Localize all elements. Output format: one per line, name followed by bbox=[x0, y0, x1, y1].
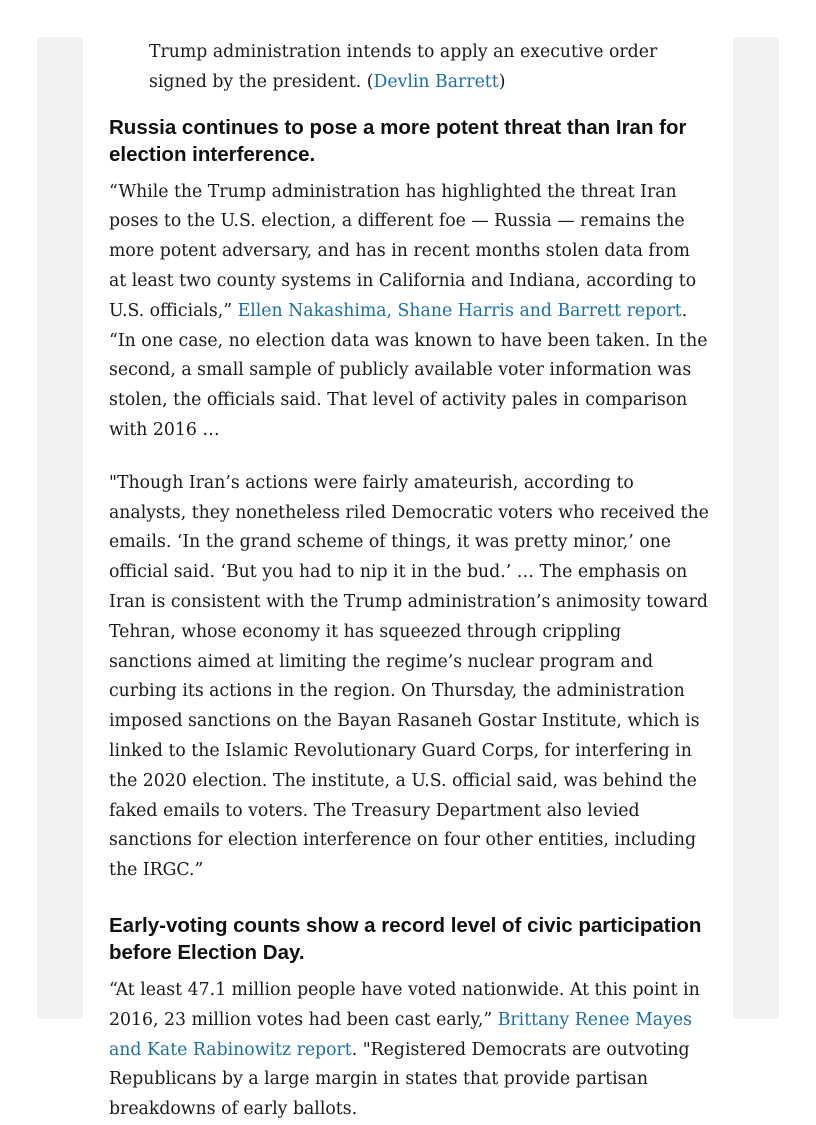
nakashima-harris-barrett-link[interactable]: Ellen Nakashima, Shane Harris and Barrett report bbox=[237, 300, 682, 321]
section-heading-russia: Russia continues to pose a more potent threat than Iran for election interference. bbox=[109, 115, 687, 166]
russia-paragraph-1 bbox=[109, 178, 709, 446]
russia-paragraph-1-text: “While the Trump administration has highlighted the threat Iran poses to the U.S. election, a different foe — Russia — remains the more potent adversary, and has in recent months stolen data from at least two county systems in California and Indiana, according to U.S. officials,” bbox=[109, 181, 697, 321]
russia-paragraph-2: "Though Iran’s actions were fairly amateurish, according to analysts, they nonetheless riled Democratic voters who received the emails. ‘In the grand scheme of things, it was pretty minor,’ one official said. ‘But you had to nip it in the bud.’ … The emphasis on Iran is consistent with the Trump administration’s animosity toward Tehran, whose economy it has squeezed through crippling sanctions aimed at limiting the regime’s nuclear program and curbing its actions in the region. On Thursday, the administration imposed sanctions on the Bayan Rasaneh Gostar Institute, which is linked to the Islamic Revolutionary Guard Corps, for interfering in the 2020 election. The institute, a U.S. official said, was behind the faked emails to voters. The Treasury Department also levied sanctions for election interference on four other entities, including the IRGC.” bbox=[109, 472, 709, 881]
early-voting-text: “At least 47.1 million people have voted nationwide. At this point in 2016, 23 million votes had been cast early,” bbox=[109, 979, 700, 1030]
right-gutter bbox=[733, 37, 779, 1019]
article-body bbox=[109, 38, 709, 1125]
early-voting-paragraph bbox=[109, 976, 709, 1125]
russia-paragraph-1-text-end: . “In one case, no election data was known to have been taken. In the second, a small sample of publicly available voter information was stolen, the officials said. That level of activity pales in comparison with 2016 … bbox=[109, 300, 708, 440]
intro-text-end: ) bbox=[498, 71, 506, 92]
intro-paragraph bbox=[149, 38, 709, 98]
intro-text: Trump administration intends to apply an executive order signed by the president. ( bbox=[149, 42, 658, 92]
mayes-rabinowitz-link[interactable]: Brittany Renee Mayes and Kate Rabinowitz report bbox=[109, 1009, 692, 1060]
left-gutter bbox=[37, 37, 83, 1019]
section-heading-early-voting: Early-voting counts show a record level of civic participation before Election Day. bbox=[109, 913, 702, 964]
early-voting-text-end: . "Registered Democrats are outvoting Republicans by a large margin in states that provide partisan breakdowns of early ballots. bbox=[109, 1039, 690, 1120]
devlin-barrett-link[interactable]: Devlin Barrett bbox=[373, 71, 499, 92]
